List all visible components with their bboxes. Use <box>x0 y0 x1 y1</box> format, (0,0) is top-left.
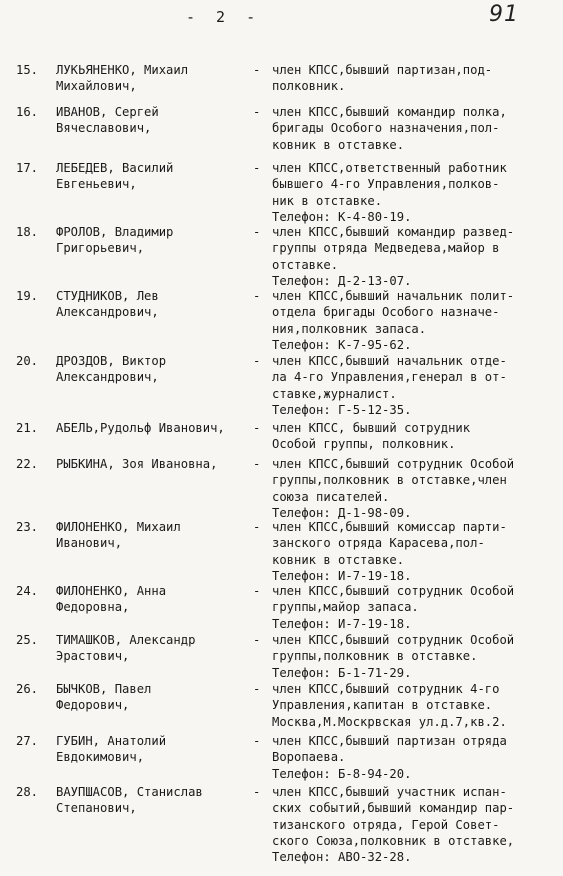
person-name-line: Степанович, <box>56 801 137 816</box>
description-line: Телефон: К-4-80-19. <box>272 209 412 224</box>
person-description <box>272 632 562 681</box>
description-line: Воропаева. <box>272 750 346 765</box>
person-name <box>56 62 188 95</box>
description-line: полковник. <box>272 79 346 94</box>
description-line: ставке,журналист. <box>272 386 397 401</box>
entry-dash: - <box>253 63 261 77</box>
entry-number: 18. <box>16 225 39 239</box>
person-description <box>272 104 562 153</box>
person-name <box>56 784 203 817</box>
person-name <box>56 288 159 321</box>
entry-dash: - <box>253 354 261 368</box>
entry-dash: - <box>253 734 261 748</box>
description-line: ковник в отставке. <box>272 552 405 567</box>
person-name-line: БЫЧКОВ, Павел <box>56 682 152 696</box>
person-description <box>272 224 562 289</box>
person-name-line: АБЕЛЬ,Рудольф Иванович, <box>56 421 225 435</box>
person-description <box>272 733 562 782</box>
person-description <box>272 353 562 418</box>
description-line: Телефон: Г-5-12-35. <box>272 402 412 417</box>
person-name-line: ФИЛОНЕНКО, Анна <box>56 584 167 598</box>
person-name <box>56 681 151 714</box>
entry-dash: - <box>253 161 261 175</box>
person-description <box>272 519 562 584</box>
description-line: член КПСС,бывший комиссар парти- <box>272 520 507 534</box>
person-name-line: Иванович, <box>56 536 123 551</box>
description-line: группы,полковник в отставке,член <box>272 473 507 488</box>
person-name-line: Федоровна, <box>56 600 130 615</box>
person-description <box>272 62 562 95</box>
description-line: ния,полковник запаса. <box>272 321 427 336</box>
description-line: член КПСС,бывший участник испан- <box>272 785 507 799</box>
person-name <box>56 733 166 766</box>
entry-number: 25. <box>16 633 39 647</box>
entry-dash: - <box>253 785 261 799</box>
entry-number: 23. <box>16 520 39 534</box>
person-name <box>56 420 225 436</box>
person-name-line: Эрастович, <box>56 649 130 664</box>
person-name-line: РЫБКИНА, Зоя Ивановна, <box>56 457 218 471</box>
person-name-line: Вячеславович, <box>56 121 152 136</box>
description-line: бригады Особого назначения,пол- <box>272 121 500 136</box>
description-line: группы,полковник в отставке. <box>272 649 478 664</box>
description-line: ла 4-го Управления,генерал в от- <box>272 370 507 385</box>
description-line: Телефон: АВО-32-28. <box>272 850 412 865</box>
entry-dash: - <box>253 457 261 471</box>
person-name <box>56 632 195 665</box>
person-name-line: ТИМАШКОВ, Александр <box>56 633 196 647</box>
entry-number: 24. <box>16 584 39 598</box>
description-line: занского отряда Карасева,пол- <box>272 536 485 551</box>
description-line: ского Союза,полковник в отставке, <box>272 833 515 848</box>
description-line: Телефон: Д-2-13-07. <box>272 273 412 288</box>
entry-number: 19. <box>16 289 39 303</box>
description-line: член КПСС,ответственный работник <box>272 161 507 175</box>
description-line: Телефон: И-7-19-18. <box>272 568 412 583</box>
entry-number: 28. <box>16 785 39 799</box>
person-name <box>56 583 166 616</box>
description-line: Управления,капитан в отставке. <box>272 698 493 713</box>
description-line: союза писателей. <box>272 489 390 504</box>
description-line: Телефон: К-7-95-62. <box>272 337 412 352</box>
entry-dash: - <box>253 105 261 119</box>
folio-number: 91 <box>489 2 519 27</box>
description-line: ковник в отставке. <box>272 137 405 152</box>
entry-number: 22. <box>16 457 39 471</box>
person-name-line: ВАУПШАСОВ, Станислав <box>56 785 203 799</box>
description-line: член КПСС,бывший сотрудник 4-го <box>272 682 500 696</box>
person-description <box>272 420 562 453</box>
description-line: тизанского отряда, Герой Совет- <box>272 817 500 832</box>
description-line: член КПСС,бывший сотрудник Особой <box>272 633 515 647</box>
entry-number: 15. <box>16 63 39 77</box>
description-line: Телефон: И-7-19-18. <box>272 616 412 631</box>
entry-dash: - <box>253 633 261 647</box>
description-line: член КПСС, бывший сотрудник <box>272 421 471 435</box>
person-name-line: Евгеньевич, <box>56 177 137 192</box>
person-name <box>56 224 173 257</box>
description-line: член КПСС,бывший командир полка, <box>272 105 507 119</box>
person-name-line: ИВАНОВ, Сергей <box>56 105 159 119</box>
description-line: Москва,М.Москрвская ул.д.7,кв.2. <box>272 714 507 729</box>
entry-dash: - <box>253 682 261 696</box>
person-name <box>56 456 217 472</box>
entry-number: 26. <box>16 682 39 696</box>
person-name-line: Александрович, <box>56 305 159 320</box>
description-line: Телефон: Б-8-94-20. <box>272 766 412 781</box>
page-number: - 2 - <box>186 8 262 26</box>
person-name-line: Григорьевич, <box>56 241 145 256</box>
description-line: Особой группы, полковник. <box>272 437 456 452</box>
description-line: ских событий,бывший командир пар- <box>272 801 515 816</box>
person-name-line: Евдокимович, <box>56 750 145 765</box>
person-name-line: ЛЕБЕДЕВ, Василий <box>56 161 174 175</box>
person-description <box>272 456 562 521</box>
description-line: член КПСС,бывший командир развед- <box>272 225 515 239</box>
entry-number: 27. <box>16 734 39 748</box>
entry-dash: - <box>253 584 261 598</box>
description-line: отставке. <box>272 257 339 272</box>
person-name <box>56 104 159 137</box>
person-name <box>56 519 181 552</box>
person-description <box>272 288 562 353</box>
person-description <box>272 681 562 730</box>
entry-number: 20. <box>16 354 39 368</box>
description-line: группы отряда Медведева,майор в <box>272 241 500 256</box>
person-name-line: СТУДНИКОВ, Лев <box>56 289 159 303</box>
description-line: отдела бригады Особого назначе- <box>272 305 500 320</box>
description-line: бывшего 4-го Управления,полков- <box>272 177 500 192</box>
entry-dash: - <box>253 225 261 239</box>
description-line: член КПСС,бывший сотрудник Особой <box>272 457 515 471</box>
person-name-line: ФРОЛОВ, Владимир <box>56 225 174 239</box>
description-line: ник в отставке. <box>272 193 383 208</box>
person-name <box>56 160 173 193</box>
description-line: член КПСС,бывший начальник полит- <box>272 289 515 303</box>
person-name-line: ФИЛОНЕНКО, Михаил <box>56 520 181 534</box>
person-description <box>272 160 562 225</box>
description-line: Телефон: Д-1-98-09. <box>272 505 412 520</box>
entry-number: 16. <box>16 105 39 119</box>
entry-dash: - <box>253 289 261 303</box>
person-name-line: ДРОЗДОВ, Виктор <box>56 354 167 368</box>
person-name-line: ЛУКЬЯНЕНКО, Михаил <box>56 63 189 77</box>
entry-dash: - <box>253 520 261 534</box>
person-description <box>272 583 562 632</box>
description-line: группы,майор запаса. <box>272 600 419 615</box>
description-line: член КПСС,бывший партизан,под- <box>272 63 493 77</box>
person-name <box>56 353 166 386</box>
entry-number: 21. <box>16 421 39 435</box>
description-line: член КПСС,бывший партизан отряда <box>272 734 507 748</box>
entry-dash: - <box>253 421 261 435</box>
person-name-line: ГУБИН, Анатолий <box>56 734 167 748</box>
entry-number: 17. <box>16 161 39 175</box>
description-line: член КПСС,бывший начальник отде- <box>272 354 507 368</box>
person-name-line: Федорович, <box>56 698 130 713</box>
description-line: член КПСС,бывший сотрудник Особой <box>272 584 515 598</box>
person-description <box>272 784 562 865</box>
person-name-line: Михайлович, <box>56 79 137 94</box>
person-name-line: Александрович, <box>56 370 159 385</box>
description-line: Телефон: Б-1-71-29. <box>272 665 412 680</box>
